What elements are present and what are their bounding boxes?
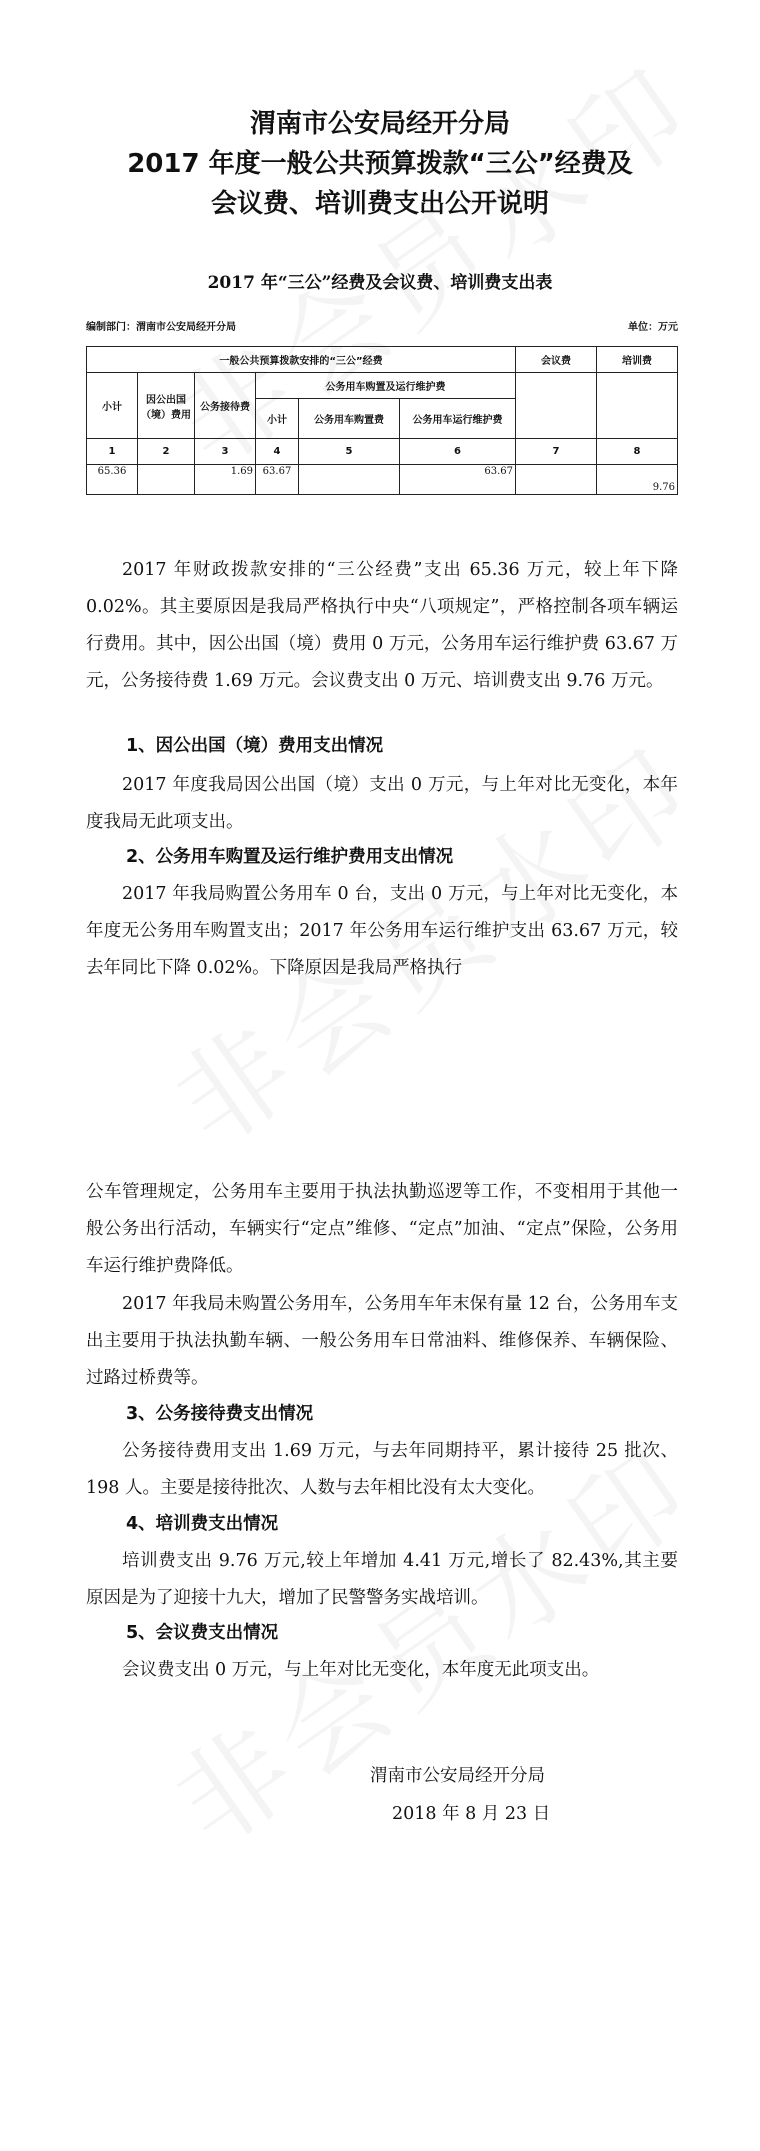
page-title-line-2: 2017 年度一般公共预算拨款“三公”经费及: [127, 149, 633, 179]
vehicle-paragraph-part2: 公车管理规定，公务用车主要用于执法执勤巡逻等工作，不变相用于其他一般公务出行活动，车辆实行“定点”维修、“定点”加油、“定点”保险，公务用车运行维护费降低。: [86, 1182, 678, 1276]
reception-paragraph: 公务接待费用支出 1.69 万元，与去年同期持平，累计接待 25 批次、198 人。主要是接待批次、人数与去年相比没有太大变化。: [86, 1441, 678, 1498]
header-vehicle-purchase: 公务用车购置费: [299, 399, 400, 439]
value-vehicle-maintenance: 63.67: [400, 465, 516, 495]
intro-paragraph: 2017 年财政拨款安排的“三公经费”支出 65.36 万元，较上年下降 0.02%。其主要原因是我局严格执行中央“八项规定”，严格控制各项车辆运行费用。其中，因公出国（境）费用 0 万元，公务用车运行维护费 63.67 万元，公务接待费 1.69 万元。会议费支出 0 万元、培训费支出 9.76 万元。: [86, 560, 678, 691]
header-meeting-blank: [516, 373, 597, 439]
training-paragraph: 培训费支出 9.76 万元,较上年增加 4.41 万元,增长了 82.43%,其主要原因是为了迎接十九大，增加了民警警务实战培训。: [86, 1551, 678, 1608]
header-training-blank: [597, 373, 678, 439]
table-title: 2017 年“三公”经费及会议费、培训费支出表: [207, 273, 553, 293]
vehicle-paragraph-part1: 2017 年我局购置公务用车 0 台，支出 0 万元，与上年对比无变化，本年度无公务用车购置支出；2017 年公务用车运行维护支出 63.67 万元，较去年同比下降 0.02%。下降原因是我局严格执行: [86, 884, 678, 978]
section-heading-vehicle: 2、公务用车购置及运行维护费用支出情况: [126, 847, 454, 867]
meeting-paragraph: 会议费支出 0 万元，与上年对比无变化，本年度无此项支出。: [122, 1660, 600, 1680]
value-subtotal: 65.36: [87, 465, 138, 495]
section-heading-abroad: 1、因公出国（境）费用支出情况: [126, 736, 384, 756]
signature-org: 渭南市公安局经开分局: [370, 1766, 545, 1786]
header-subtotal: 小计: [87, 373, 138, 439]
page-title-line-3: 会议费、培训费支出公开说明: [210, 189, 549, 219]
header-vehicle-group: 公务用车购置及运行维护费: [256, 373, 516, 399]
signature-date: 2018 年 8 月 23 日: [392, 1804, 551, 1824]
header-meeting: 会议费: [516, 347, 597, 373]
unit-label: 单位：万元: [628, 322, 678, 333]
header-abroad: 因公出国（境）费用: [138, 373, 195, 439]
header-reception: 公务接待费: [195, 373, 256, 439]
section-heading-reception: 3、公务接待费支出情况: [126, 1404, 314, 1424]
col-number: 1: [87, 439, 138, 465]
value-vehicle-subtotal: 63.67: [256, 465, 299, 495]
col-number: 6: [400, 439, 516, 465]
col-number: 4: [256, 439, 299, 465]
section-heading-training: 4、培训费支出情况: [126, 1514, 279, 1534]
col-number: 2: [138, 439, 195, 465]
section-heading-meeting: 5、会议费支出情况: [126, 1623, 279, 1643]
value-training: 9.76: [597, 465, 678, 495]
header-vehicle-maintenance: 公务用车运行维护费: [400, 399, 516, 439]
col-number: 3: [195, 439, 256, 465]
col-number: 5: [299, 439, 400, 465]
header-three-public: 一般公共预算拨款安排的“三公”经费: [87, 347, 516, 373]
abroad-paragraph: 2017 年度我局因公出国（境）支出 0 万元，与上年对比无变化，本年度我局无此项支出。: [86, 775, 678, 832]
col-number: 7: [516, 439, 597, 465]
header-vehicle-subtotal: 小计: [256, 399, 299, 439]
value-meeting: [516, 465, 597, 495]
expense-table: [86, 346, 678, 495]
value-vehicle-purchase: [299, 465, 400, 495]
header-training: 培训费: [597, 347, 678, 373]
value-reception: 1.69: [195, 465, 256, 495]
page-title-line-1: 渭南市公安局经开分局: [249, 109, 510, 139]
col-number: 8: [597, 439, 678, 465]
vehicle-paragraph-part3: 2017 年我局未购置公务用车，公务用车年末保有量 12 台，公务用车支出主要用于执法执勤车辆、一般公务用车日常油料、维修保养、车辆保险、过路过桥费等。: [86, 1294, 678, 1388]
dept-label: 编制部门：渭南市公安局经开分局: [86, 322, 236, 333]
value-abroad: [138, 465, 195, 495]
